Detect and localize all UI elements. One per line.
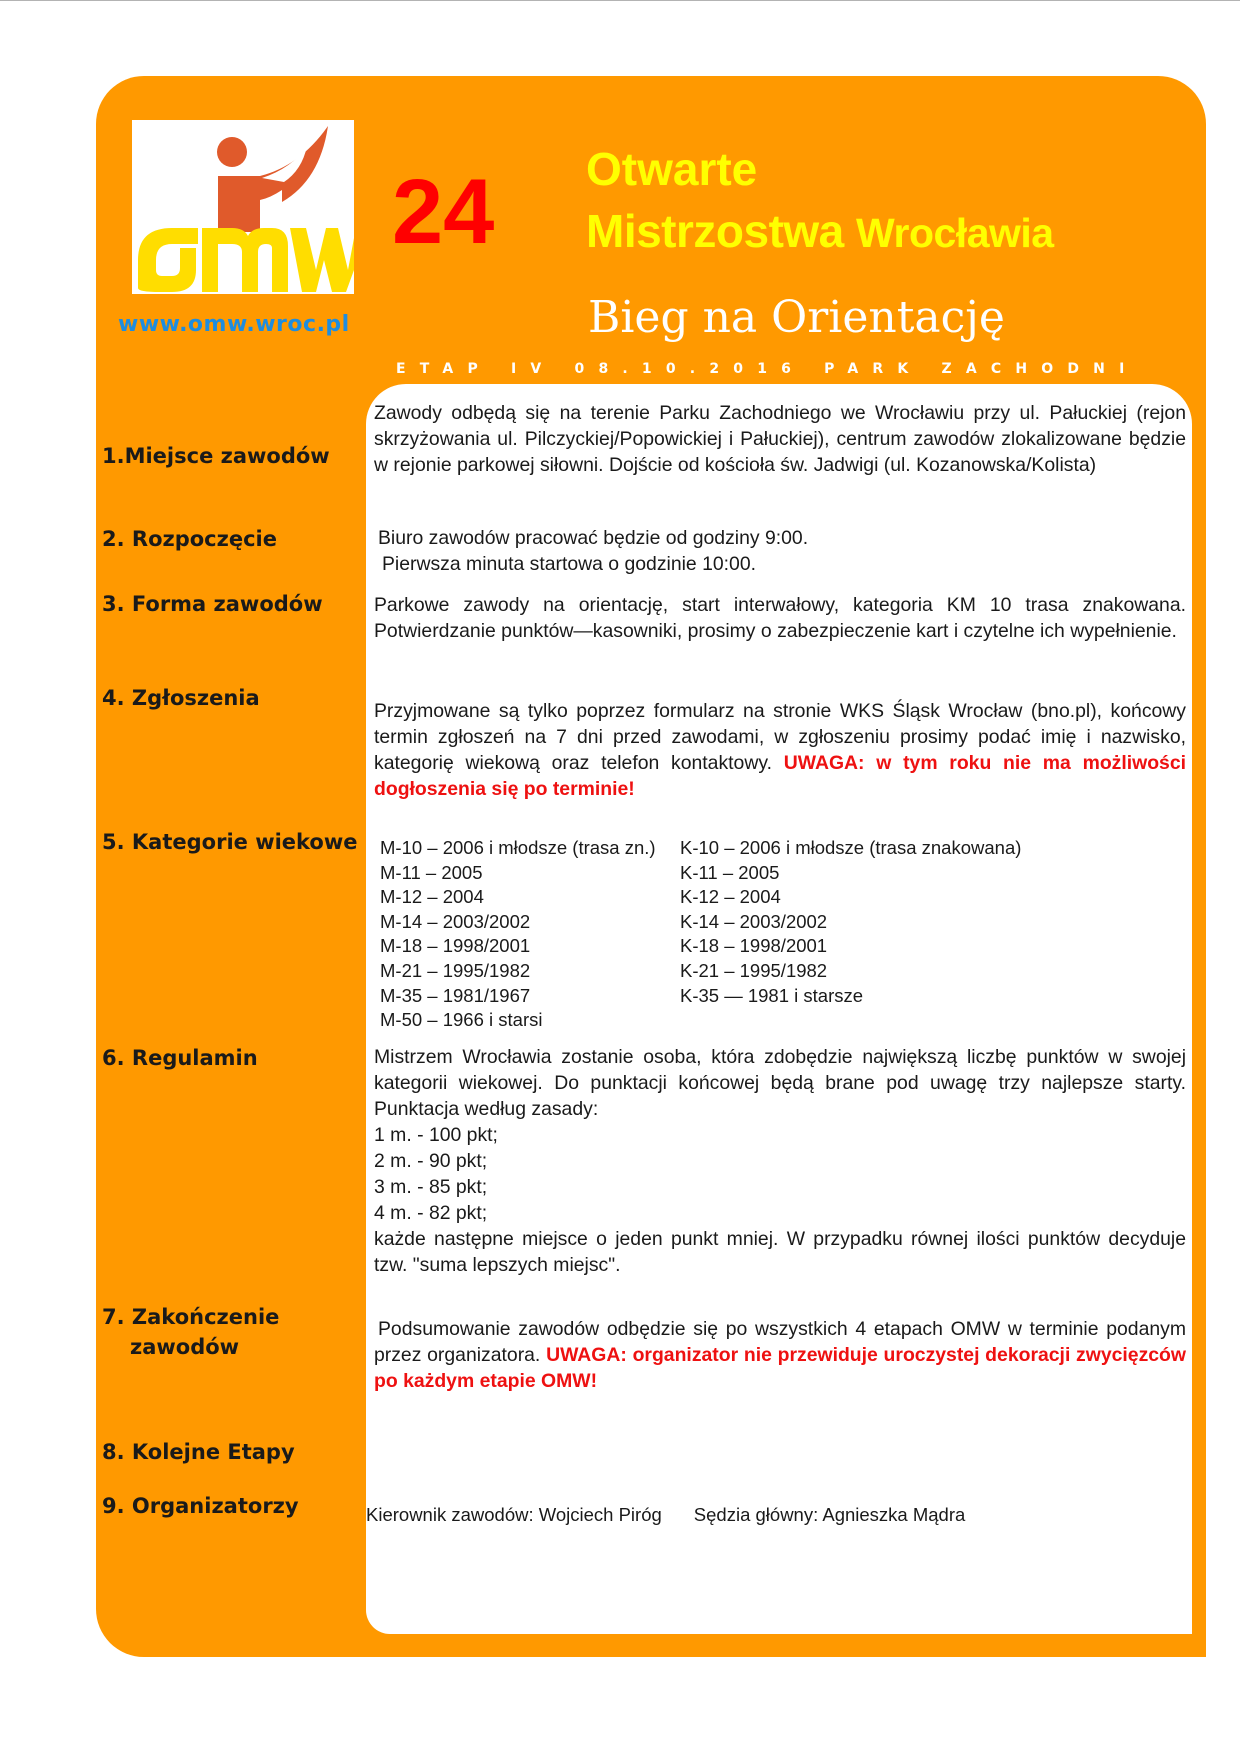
organizers-info (366, 1504, 965, 1526)
section-body-format (374, 592, 1186, 644)
men-categories-list (380, 836, 680, 1033)
ending-text: Podsumowanie zawodów odbędzie się po wszystkich 4 etapach OMW w terminie podanym przez organizatora. (374, 1318, 1186, 1366)
logo-letter-o (138, 228, 198, 292)
title-main-word: Mistrzostwa (586, 205, 844, 257)
competition-director: Kierownik zawodów: Wojciech Piróg (366, 1504, 662, 1525)
registration-text: Przyjmowane są tylko poprzez formularz na stronie WKS Śląsk Wrocław (bno.pl), końcowy termin zgłoszeń na 7 dni przed zawodami, w zgłoszeniu prosimy podać imię i nazwisko, kategorię wiekową oraz telefon kontaktowy. (374, 700, 1186, 774)
points-item: 3 m. - 85 pkt; (374, 1176, 488, 1198)
ending-label-line2: zawodów (130, 1335, 240, 1359)
subtitle: Bieg na Orientację (588, 292, 1005, 343)
category-item: M-12 – 2004 (380, 886, 484, 908)
title-line-2 (586, 205, 1054, 257)
category-item: K-35 — 1981 i starsze (680, 984, 864, 1006)
section-label-registration: 4. Zgłoszenia (102, 686, 260, 710)
section-label-categories: 5. Kategorie wiekowe (102, 830, 358, 854)
ending-label-line1: 7. Zakończenie (102, 1305, 280, 1329)
points-item: 2 m. - 90 pkt; (374, 1150, 488, 1172)
format-text: Parkowe zawody na orientację, start interwałowy, kategoria KM 10 trasa znakowana. Potwierdzanie punktów—kasowniki, prosimy o zabezpieczenie kart i czytelne ich wypełnienie. (374, 594, 1186, 642)
registration-warning: UWAGA: w tym roku nie ma możliwości dogłoszenia się po terminie! (374, 752, 1187, 800)
section-label-ending (102, 1302, 302, 1362)
category-item: K-18 – 1998/2001 (680, 935, 828, 957)
category-item: M-11 – 2005 (380, 861, 483, 883)
category-item: M-18 – 1998/2001 (380, 935, 531, 957)
rules-intro: Mistrzem Wrocławia zostanie osoba, która zdobędzie największą liczbę punktów w swojej kategorii wiekowej. Do punktacji końcowej będą brane pod uwagę trzy najlepsze starty. Punktacja według zasady: (374, 1046, 1186, 1120)
section-label-organizers: 9. Organizatorzy (102, 1494, 299, 1518)
section-label-next-stages: 8. Kolejne Etapy (102, 1440, 295, 1464)
category-item: M-50 – 1966 i starsi (380, 1009, 543, 1031)
office-hours-text: Biuro zawodów pracować będzie od godziny 9:00. (378, 527, 809, 549)
registration-paragraph (374, 698, 1186, 802)
women-categories-list (680, 836, 1100, 1033)
category-item: M-10 – 2006 i młodsze (trasa zn.) (380, 837, 656, 858)
section-body-ending (374, 1316, 1186, 1394)
omw-logo (132, 120, 354, 294)
category-item: M-21 – 1995/1982 (380, 959, 531, 981)
section-body-start (378, 525, 1190, 577)
section-label-format: 3. Forma zawodów (102, 592, 323, 616)
first-start-text: Pierwsza minuta startowa o godzinie 10:00. (382, 553, 757, 575)
website-link[interactable]: www.omw.wroc.pl (118, 312, 350, 337)
section-body-location (374, 400, 1186, 478)
stage-info: ETAP IV 08.10.2016 PARK ZACHODNI (396, 361, 1139, 377)
logo-runner-head (217, 137, 247, 167)
section-label-location: 1.Miejsce zawodów (102, 444, 330, 468)
section-body-rules (374, 1044, 1186, 1278)
category-item: K-11 – 2005 (680, 861, 780, 883)
edition-number: 24 (392, 161, 495, 263)
category-item: M-14 – 2003/2002 (380, 910, 531, 932)
points-item: 1 m. - 100 pkt; (374, 1124, 498, 1146)
location-text: Zawody odbędą się na terenie Parku Zachodniego we Wrocławiu przy ul. Pałuckiej (rejon skrzyżowania ul. Pilczyckiej/Popowickiej i Pałuckiej), centrum zawodów zlokalizowane będzie w rejonie parkowej siłowni. Dojście od kościoła św. Jadwigi (ul. Kozanowska/Kolista) (374, 402, 1186, 476)
ending-paragraph (374, 1316, 1186, 1394)
chief-judge: Sędzia główny: Agnieszka Mądra (693, 1504, 966, 1525)
title-city-word: Wrocławia (856, 210, 1054, 256)
category-item: K-14 – 2003/2002 (680, 910, 828, 932)
section-label-start: 2. Rozpoczęcie (102, 527, 277, 551)
ending-warning: UWAGA: organizator nie przewiduje uroczystej dekoracji zwycięzców po każdym etapie OMW! (374, 1344, 1186, 1392)
category-item: K-12 – 2004 (680, 886, 781, 908)
points-item: 4 m. - 82 pkt; (374, 1202, 488, 1224)
category-item: K-21 – 1995/1982 (680, 959, 828, 981)
page-top-rule (0, 0, 1240, 1)
age-categories (380, 836, 1100, 1033)
title-line-1: Otwarte (586, 143, 758, 195)
section-label-rules: 6. Regulamin (102, 1046, 258, 1070)
category-item: K-10 – 2006 i młodsze (trasa znakowana) (680, 837, 1022, 858)
section-body-registration (374, 698, 1186, 802)
logo-letter-m (202, 228, 288, 292)
category-item: M-35 – 1981/1967 (380, 984, 531, 1006)
logo-letter-w (290, 228, 354, 292)
rules-outro: każde następne miejsce o jeden punkt mniej. W przypadku równej ilości punktów decyduje tzw. "suma lepszych miejsc". (374, 1228, 1186, 1276)
omw-logo-graphic (132, 120, 354, 294)
